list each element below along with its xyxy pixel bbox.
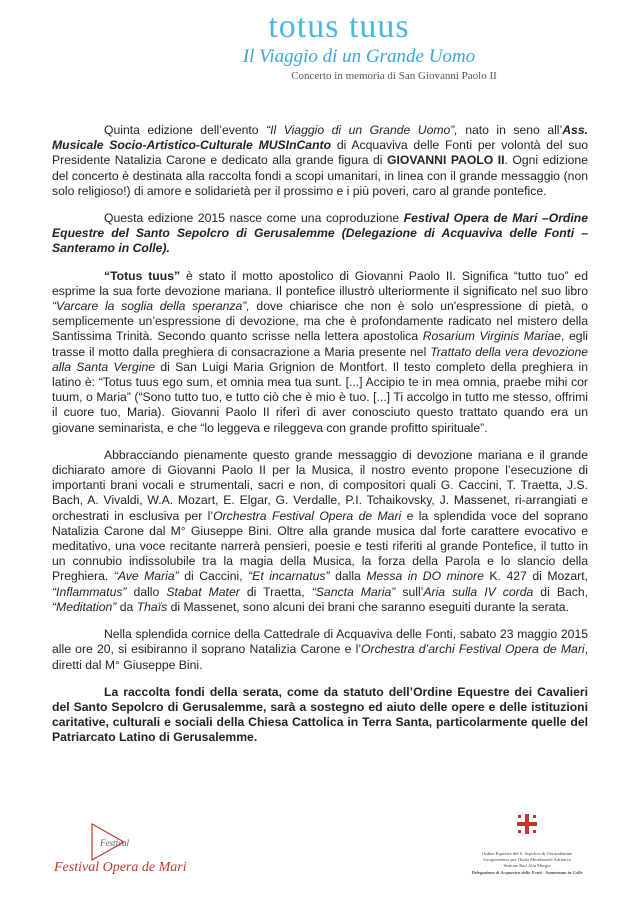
- text: Nella splendida cornice della Cattedrale di Acquaviva delle Fonti, sabato 23 maggio 2015 alle ore 20, si esibiranno il soprano Natalizia Carone e l’: [52, 627, 588, 657]
- text: “Inflammatus”: [52, 584, 127, 599]
- text: Ass. Musicale Socio-Artistico-Culturale MUSInCanto: [52, 123, 588, 153]
- text: dove chiarisce che non è solo un'espressione di pietà, o semplicemente un’espressione di devozione, ma che è profondamente radicato nel mistero della Santissima Trinità. Secondo quanto scrisse nella lettera apostolica: [52, 299, 589, 344]
- text: . Ogni edizione del concerto è destinata alla raccolta fondi a scopi umanitari, in linea con il grande messaggio (non solo religioso!) di amore e solidarietà per il prossimo e i più poveri, caro al grande pontefice.: [52, 153, 588, 198]
- text: di Traetta,: [239, 584, 312, 599]
- paragraph-5: [52, 627, 588, 673]
- text: La raccolta fondi della serata, come da statuto dell’Ordine Equestre dei Cavalieri del Santo Sepolcro di Gerusalemme, sarà a sostegno ed aiuto delle opere e delle istituzioni caritative, culturali e sociali della Chiesa Cattolica in Terra Santa, particolarmente quelle del Patriarcato Latino di Gerusalemme.: [52, 684, 588, 745]
- logo-tagline: Concerto in memoria di San Giovanni Paolo II: [291, 70, 497, 82]
- text: “Totus tuus”: [104, 268, 181, 283]
- text: , egli trasse il motto dalla preghiera di consacrazione a Maria presente nel: [52, 329, 588, 359]
- text: , diretti dal M° Giuseppe Bini.: [52, 642, 588, 672]
- festival-emblem-icon: [54, 820, 204, 864]
- text: Festival Opera de Mari –Ordine Equestre del Santo Sepolcro di Gerusalemme (Delegazione di Acquaviva delle Fonti –Santeramo in Colle).: [52, 211, 588, 256]
- text: “Et incarnatus”: [248, 569, 330, 584]
- text: nato in seno all’: [457, 123, 563, 137]
- text: di San Luigi Maria Grignion de Montfort. Il testo completo della preghiera in latino è: “Totus tuus ego sum, et omnia mea tua sunt. [...] Accipio te in mea omnia, praebe mihi cor tuum, o Maria” (“Sono tutto tuo, e tutto ciò che è mio è tuo. [...] Ti accolgo in tutto me stesso, offrimi il cuore tuo, Maria). Giovanni Paolo II riferì di aver conosciuto questo trattato quando era un giovane seminarista, e che “lo leggeva e rileggeva con grande profitto spirituale”.: [52, 359, 589, 435]
- text: Quinta edizione dell’evento: [104, 123, 267, 137]
- text: “Meditation”: [52, 599, 117, 614]
- text: Orchestra d’archi Festival Opera de Mari: [361, 642, 585, 657]
- festival-name: Festival Opera de Mari: [54, 860, 187, 875]
- text: “Ave Maria”: [113, 569, 179, 584]
- text: di Massenet, sono alcuni dei brani che saranno eseguiti durante la serata.: [167, 599, 569, 614]
- text: Messa in DO minore: [366, 569, 484, 584]
- text: Aria sulla IV corda: [423, 584, 534, 599]
- paragraph-1: [52, 123, 588, 199]
- text: “Sancta Maria”: [311, 584, 396, 599]
- text: Rosarium Virginis Mariae: [422, 329, 562, 344]
- text: Questa edizione 2015 nasce come una coproduzione: [104, 211, 404, 226]
- text: dallo: [126, 584, 167, 599]
- order-lines: [452, 851, 602, 876]
- text: K. 427 di Mozart,: [483, 569, 588, 584]
- order-line: Sezione Bari Alta Murgia: [503, 863, 551, 869]
- order-emblem: [452, 812, 602, 882]
- logo-subtitle: Il Viaggio di un Grande Uomo: [242, 46, 476, 67]
- text: Trattato della vera devozione alla Santa Vergine: [52, 344, 589, 374]
- text: sull’: [395, 584, 424, 599]
- text: Stabat Mater: [166, 584, 240, 599]
- festival-logo: [54, 820, 204, 880]
- text: da: [116, 599, 137, 614]
- paragraph-6: [52, 685, 588, 746]
- order-line: Ordine Equestre del S. Sepolcro di Gerusalemme: [481, 851, 573, 856]
- header: [0, 8, 638, 84]
- jerusalem-cross-icon: [515, 812, 539, 836]
- logo-title: totus tuus: [268, 8, 410, 45]
- order-line: Delegazione di Acquaviva delle Fonti - Santeramo in Colle: [471, 869, 583, 875]
- text: Abbracciando pienamente questo grande messaggio di devozione mariana e il grande dichiarato amore di Giovanni Paolo II per la Musica, il nostro evento propone l’esecuzione di importanti brani vocali e strumentali, sacri e non, di compositori quali G. Caccini, T. Traetta, J.S. Bach, A. Vivaldi, W.A. Mozart, E. Elgar, G. Verdalle, P.I. Tchaikovsky, J. Massenet, ri-arrangiati e orchestrati in esclusiva per l’: [52, 447, 588, 523]
- text: di Bach,: [533, 584, 588, 599]
- text: dalla: [329, 569, 367, 584]
- text: di Caccini,: [178, 569, 249, 584]
- text: Orchestra Festival Opera de Mari: [213, 508, 402, 523]
- text: di Acquaviva delle Fonti per volontà del suo Presidente Natalizia Carone e dedicato alla grande figura di: [52, 138, 589, 168]
- text: e la splendida voce del soprano Natalizia Carone dal M° Giuseppe Bini. Oltre alla grande musica dal forte carattere evocativo e meditativo, una voce recitante narrerà pensieri, poesie e testi riferiti al grande Pontefice, il tutto in un connubio indissolubile tra la magia della Musica, la forza della Parola e lo slancio della Preghiera.: [52, 508, 588, 584]
- text: GIOVANNI PAOLO II: [387, 153, 505, 168]
- text: “Varcare la soglia della speranza”,: [52, 299, 250, 314]
- paragraph-4: [52, 448, 588, 615]
- text: Thaïs: [136, 599, 168, 614]
- order-line: Luogotenenza per l'Italia Meridionale Adriatica: [483, 857, 571, 863]
- document-body: [52, 123, 588, 746]
- paragraph-2: [52, 211, 588, 257]
- text: è stato il motto apostolico di Giovanni Paolo II. Significa “tutto tuo” ed esprime la sua forte devozione mariana. Il pontefice illustrò ulteriormente il significato nel suo libro: [52, 268, 588, 298]
- paragraph-3: [52, 269, 588, 436]
- festival-mark: Festival: [100, 838, 129, 848]
- text: “Il Viaggio di un Grande Uomo”,: [266, 123, 458, 137]
